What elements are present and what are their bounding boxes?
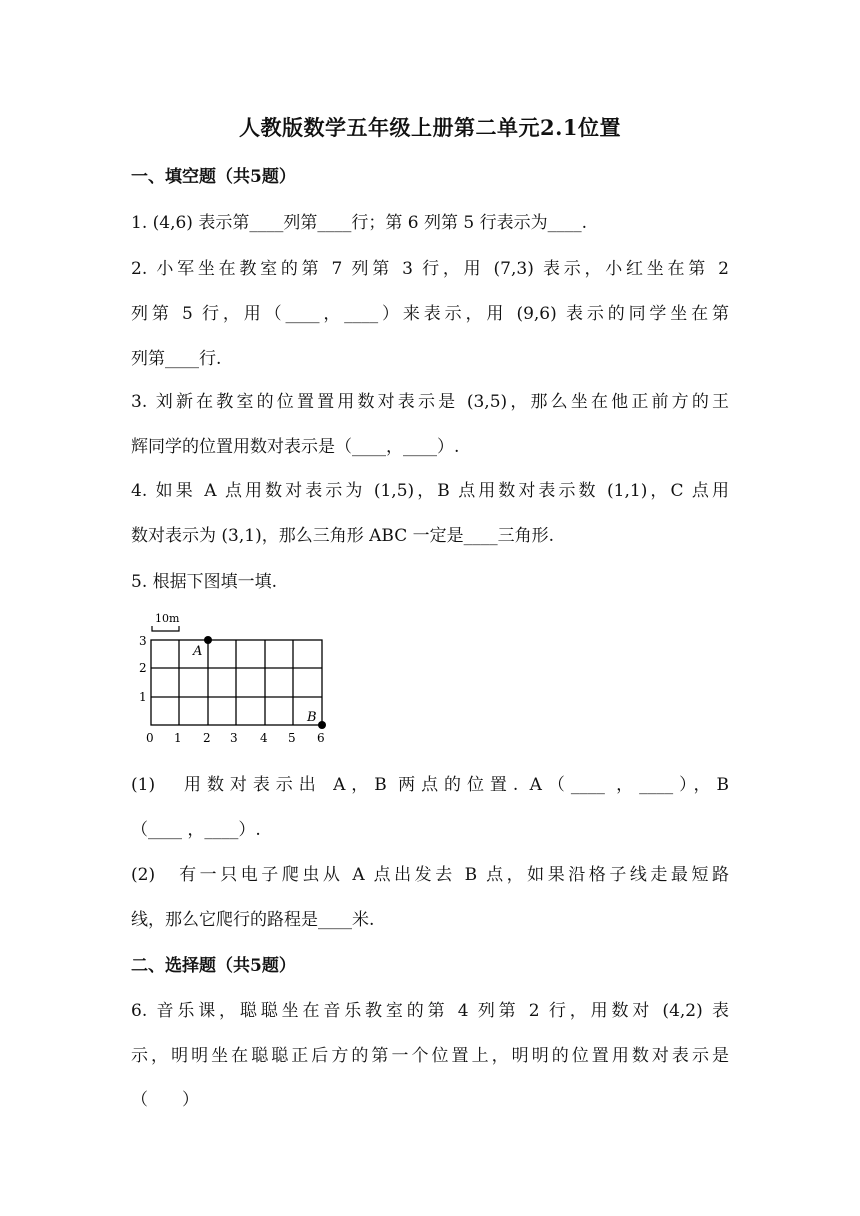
question-3-line-1: 3. 刘新在教室的位置置用数对表示是 (3,5)，那么坐在他正前方的王 (131, 392, 729, 412)
x-tick-4: 4 (260, 731, 268, 745)
question-2-line-1: 2. 小军坐在教室的第 7 列第 3 行，用 (7,3) 表示，小红坐在第 2 (131, 259, 729, 279)
question-5-part-2-line-1: (2) 有一只电子爬虫从 A 点出发去 B 点，如果沿格子线走最短路 (131, 865, 729, 885)
question-3-line-2: 辉同学的位置用数对表示是（____，____）. (131, 437, 460, 457)
point-b-marker (318, 721, 326, 729)
point-b-label: B (307, 710, 317, 725)
y-tick-3: 3 (139, 634, 147, 648)
y-tick-2: 2 (139, 661, 147, 675)
question-4-line-2: 数对表示为 (3,1)，那么三角形 ABC 一定是____三角形. (131, 526, 555, 546)
x-tick-2: 2 (203, 731, 211, 745)
x-tick-6: 6 (317, 731, 325, 745)
question-2-line-2: 列第 5 行，用（____，____）来表示，用 (9,6) 表示的同学坐在第 (131, 304, 729, 324)
x-tick-1: 1 (174, 731, 182, 745)
point-a-label: A (193, 644, 203, 659)
scale-label: 10m (155, 612, 180, 625)
x-tick-0: 0 (146, 731, 154, 745)
page-title: 人教版数学五年级上册第二单元2.1位置 (238, 115, 622, 140)
scale-bar (152, 626, 179, 631)
question-5-part-2-line-2: 线，那么它爬行的路程是____米. (131, 910, 375, 930)
section-heading-fill-blank: 一、填空题（共5题） (131, 167, 296, 187)
question-6-line-1: 6. 音乐课，聪聪坐在音乐教室的第 4 列第 2 行，用数对 (4,2) 表 (131, 1001, 729, 1021)
question-1: 1. (4,6) 表示第____列第____行；第 6 列第 5 行表示为____. (131, 213, 587, 233)
question-6-line-3: （ ） (131, 1090, 199, 1110)
point-a-marker (204, 636, 212, 644)
question-5-part-1-line-2: （____ ，____）. (131, 820, 261, 840)
coordinate-grid-figure (135, 608, 335, 748)
x-tick-3: 3 (230, 731, 238, 745)
section-heading-multiple-choice: 二、选择题（共5题） (131, 956, 296, 976)
question-4-line-1: 4. 如果 A 点用数对表示为 (1,5)，B 点用数对表示数 (1,1)，C 点用 (131, 481, 729, 501)
y-tick-1: 1 (139, 690, 147, 704)
question-6-line-2: 示，明明坐在聪聪正后方的第一个位置上，明明的位置用数对表示是 (131, 1046, 729, 1066)
question-5-part-1-line-1: (1) 用数对表示出 A，B 两点的位置. A（____ ，____），B (131, 775, 729, 795)
question-2-line-3: 列第____行. (131, 349, 222, 369)
question-5: 5. 根据下图填一填. (131, 572, 278, 592)
grid-lines (151, 640, 322, 725)
x-tick-5: 5 (288, 731, 296, 745)
